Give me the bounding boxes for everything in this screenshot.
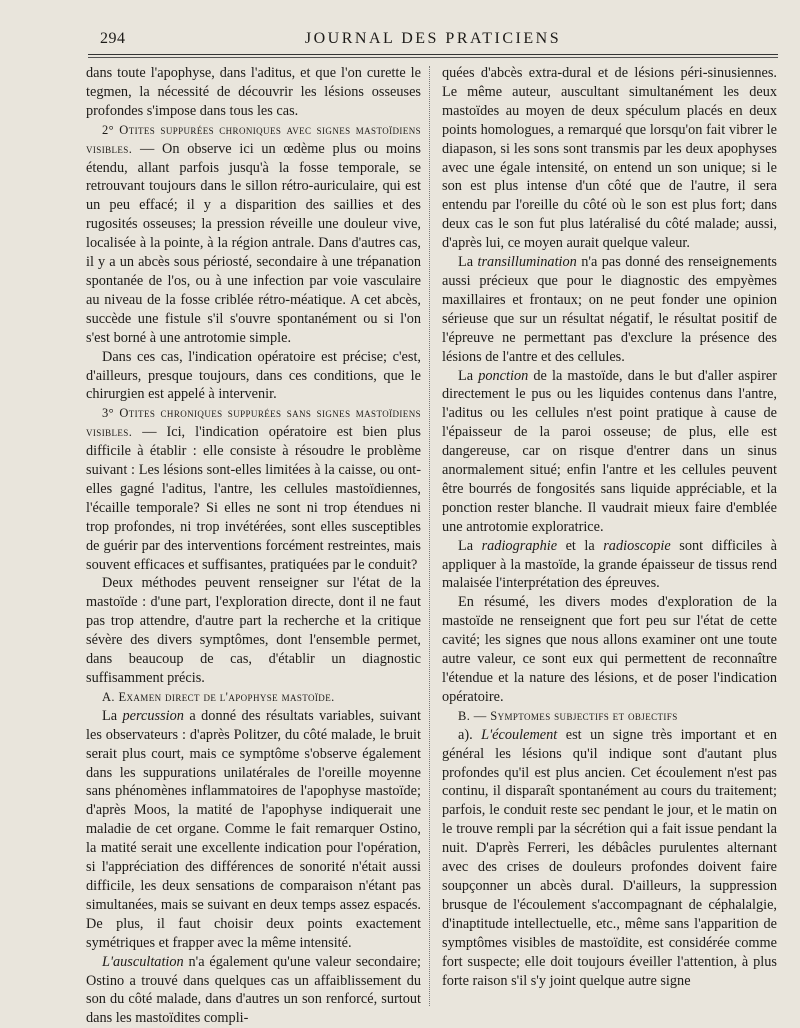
text-run: n'a également qu'une valeur secondaire; Ostino a trouvé dans quelques cas un affaiblissement du son du côté malade, dans d'autres un son renforcé, surtout dans les mastoïdites compli- bbox=[86, 953, 421, 1027]
left-column bbox=[86, 64, 421, 1028]
text-run: et la bbox=[557, 537, 604, 554]
paragraph: En résumé, les divers modes d'exploration de la mastoïde ne renseignent que fort peu sur l'état de cette cavité; les signes que nous allons examiner ont une toute autre valeur, ce sont eux qui permettent de reconnaître l'étendue et la nature des lésions, et de poser l'indication opératoire. bbox=[442, 594, 777, 705]
text-run: n'a pas donné des renseignements aussi précieux que pour le diagnostic des empyèmes maxillaires et frontaux; on ne peut fonder une opinion sérieuse que sur un résultat négatif, le résultat positif de l'épreuve ne permettant pas d'exclure la présence des lésions de l'antre et des cellules. bbox=[442, 254, 777, 365]
page-header bbox=[88, 30, 778, 54]
paragraph: Dans ces cas, l'indication opératoire est précise; c'est, d'ailleurs, presque toujours, dans ces conditions, que le chirurgien est appelé à intervenir. bbox=[86, 348, 421, 403]
paragraph: quées d'abcès extra-dural et de lésions péri-sinusiennes. Le même auteur, auscultant simultanément les deux mastoïdes au moyen de deux spéculum placés en deux points homologues, a remarqué que lorsqu'on fait vibrer le diapason, si les sons sont transmis par les deux apophyses avec une égale intensité, on entend un son unique; si le son est plus intense d'un côté que de l'autre, il sera entendu par l'oreille du côté où le son est plus fort; dans deux cas le son fut plus latéralisé du côté malade; aussi, d'après lui, ce moyen aurait quelque valeur. bbox=[442, 65, 777, 252]
paragraph-ponction bbox=[442, 367, 777, 537]
paragraph-transillumination bbox=[442, 253, 777, 366]
paragraph-ecoulement bbox=[442, 726, 777, 991]
text-run: La bbox=[102, 707, 123, 724]
page-number: 294 bbox=[100, 30, 126, 47]
header-rule-thin bbox=[88, 57, 778, 58]
section-otites-avec-signes bbox=[86, 121, 421, 348]
section-text: — Ici, l'indication opératoire est bien plus difficile à établir : elle consiste à résoudre le problème suivant : Les lésions sont-elles limitées à la caisse, ou ont-elles gagné l'aditus, l'antre, les cellules mastoïdiennes, l'écaille temporale? Si elles ne sont ni trop étendues ni trop profondes, ni trop invétérées, sont elles susceptibles de guérir par des interventions forcément restreintes, mais souvent efficaces et suffisantes, pratiquées par le conduit? bbox=[86, 424, 421, 573]
term-ponction: ponction bbox=[478, 367, 529, 384]
section-text: — On observe ici un œdème plus ou moins étendu, allant parfois jusqu'à la fosse temporale, se retrouvant toujours dans le sillon rétro-auriculaire, qui est un peu effacé; il y a disparition des saillies et des rugosités osseuses; la pression réveille une douleur vive, localisée à la pointe, à la région antrale. Dans d'autres cas, il y a un abcès sous périosté, secondaire à une trépanation spontanée de l'os, ou à une infection par voie vasculaire au niveau de la fosse criblée rétro-méatique. A cet abcès, succède une fistule s'il s'ouvre spontanément ou si l'on s'est borné à une antrotomie simple. bbox=[86, 140, 421, 346]
paragraph: Deux méthodes peuvent renseigner sur l'état de la mastoïde : d'une part, l'exploration directe, dont il ne faut pas trop attendre, d'autre part la recherche et la critique sévère des divers symptômes, dont l'ensemble permet, dans beaucoup de cas, d'établir un diagnostic suffisamment précis. bbox=[86, 575, 421, 686]
section-heading: 3° Otites chroniques suppurées sans signes mastoïdiens visibles. bbox=[86, 406, 421, 440]
paragraph: dans toute l'apophyse, dans l'aditus, et que l'on curette le tegmen, la nécessité de découvrir les lésions osseuses profondes s'impose dans tous les cas. bbox=[86, 65, 421, 119]
text-run: a donné des résultats variables, suivant les observateurs : d'après Politzer, du côté malade, le bruit serait plus court, mais ce symptôme s'observe également dans les suppurations unilatérales de l'oreille moyenne sans phénomènes inflammatoires de l'apophyse mastoïde; d'après Moos, la matité de l'apophyse indiquerait une maladie de cet organe. Comme le fait remarquer Ostino, la matité serait une excellente indication pour l'opération, si l'appréciation des différences de sonorité n'était aussi difficile, les deux sensations de comparaison n'étant pas simultanées, mais se suivant en deux temps assez espacés. De plus, il faut choisir deux points exactement symétriques et frapper avec la même intensité. bbox=[86, 707, 421, 951]
section-heading-symptomes: B. — Symptomes subjectifs et objectifs bbox=[458, 708, 678, 723]
section-heading-examen-direct: A. Examen direct de l'apophyse mastoïde. bbox=[102, 689, 335, 704]
text-run: La bbox=[458, 537, 482, 554]
text-run: est un signe très important et en général les lésions qu'il indique sont d'autant plus profondes qu'il est plus ancien. Cet écoulement n'est pas continu, il disparaît spontanément au cours du traitement; parfois, le conduit reste sec pendant le jour, et le matin on le trouve rempli par la sécrétion qui a fait issue pendant la nuit. D'après Ferreri, les débâcles purulentes alternant avec des crises de douleurs profondes doivent faire soupçonner un abcès dural. D'ailleurs, la suppression brusque de l'écoulement s'accompagnant de céphalalgie, d'inaptitude intellectuelle, etc., même sans l'apparition de symptômes visibles de mastoïdite, est considérée comme fort suspecte; elle doit toujours éveiller l'attention, à plus forte raison s'il s'y joint quelque autre signe bbox=[442, 726, 777, 989]
text-run: sont difficiles à appliquer à la mastoïde, la grande épaisseur de tissus rend malaisée l'interprétation des épreuves. bbox=[442, 537, 778, 592]
running-title: JOURNAL DES PRATICIENS bbox=[304, 30, 562, 47]
term-auscultation: L'auscultation bbox=[102, 953, 184, 970]
paragraph-radiographie bbox=[442, 537, 777, 594]
text-run: a). bbox=[458, 726, 482, 743]
term-transillumination: transillumination bbox=[477, 254, 577, 271]
text-run: La bbox=[458, 254, 478, 271]
header-rule bbox=[88, 54, 778, 55]
term-ecoulement: L'écoulement bbox=[481, 726, 558, 743]
section-otites-sans-signes bbox=[86, 404, 421, 574]
term-radiographie: radiographie bbox=[481, 537, 558, 554]
right-column bbox=[442, 64, 777, 990]
paragraph-percussion bbox=[86, 707, 421, 953]
text-run: La bbox=[458, 367, 479, 384]
paragraph-auscultation bbox=[86, 953, 421, 1028]
term-percussion: percussion bbox=[122, 707, 184, 724]
section-heading: 2° Otites suppurées chroniques avec signes mastoïdiens visibles. bbox=[86, 122, 421, 156]
column-divider bbox=[429, 66, 430, 1006]
term-radioscopie: radioscopie bbox=[603, 537, 671, 554]
text-run: de la mastoïde, dans le but d'aller aspirer directement le pus ou les liquides contenus dans l'antre, l'aditus ou les cellules n'est point pratique à cause de l'épaisseur de la paroi osseuse; de plus, elle est dangereuse, car on risque d'entrer dans un sinus anormalement situé; enfin l'antre et les cellules peuvent être bourrés de fongosités sans liquide appréciable, et la ponction rester blanche. Il vaudrait mieux faire d'emblée une antrotomie exploratrice. bbox=[442, 367, 777, 535]
